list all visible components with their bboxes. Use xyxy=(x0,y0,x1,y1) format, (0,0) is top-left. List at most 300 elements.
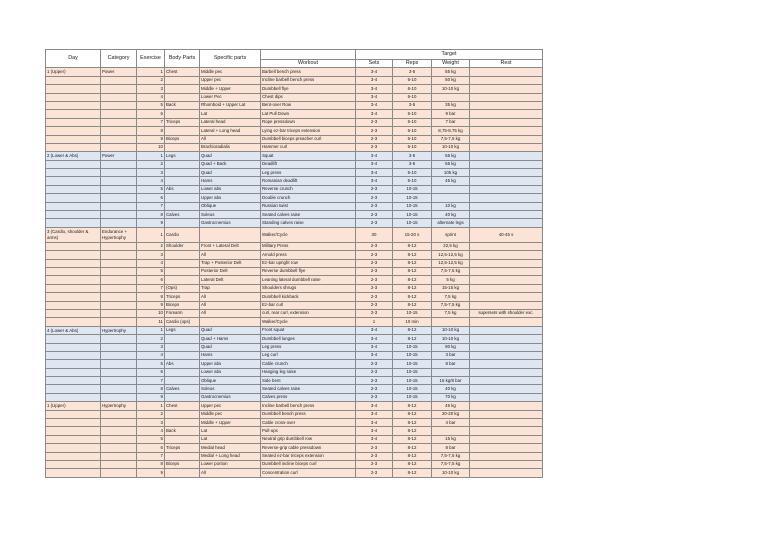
cell-specific-part[interactable]: Lat xyxy=(200,435,261,443)
cell-reps[interactable]: 8-12 xyxy=(393,444,432,452)
cell-reps[interactable]: 10-15 xyxy=(393,351,432,359)
cell-specific-part[interactable]: Quad + Hams xyxy=(200,335,261,343)
cell-category[interactable] xyxy=(101,118,137,126)
cell-weight[interactable]: 45 kg xyxy=(432,177,470,185)
cell-reps[interactable]: 3-5 xyxy=(393,160,432,168)
cell-reps[interactable]: 6-10 xyxy=(393,110,432,118)
cell-sets[interactable]: 3-4 xyxy=(356,169,393,177)
cell-reps[interactable]: 8-12 xyxy=(393,452,432,460)
cell-rest[interactable] xyxy=(470,293,543,301)
cell-weight[interactable] xyxy=(432,185,470,193)
cell-exercise[interactable]: 5 xyxy=(137,185,165,193)
cell-exercise[interactable]: 6 xyxy=(137,194,165,202)
header-sets[interactable]: Sets xyxy=(356,60,393,68)
cell-body-part[interactable]: Back xyxy=(165,101,200,109)
cell-reps[interactable]: 10-15 xyxy=(393,377,432,385)
cell-category[interactable] xyxy=(101,427,137,435)
cell-exercise[interactable]: 8 xyxy=(137,293,165,301)
cell-workout[interactable]: Dumbbell biceps preacher curl xyxy=(261,135,356,143)
cell-specific-part[interactable]: Middle + Upper xyxy=(200,85,261,93)
cell-weight[interactable] xyxy=(432,427,470,435)
cell-specific-part[interactable]: Quad xyxy=(200,343,261,351)
cell-rest[interactable] xyxy=(470,385,543,393)
cell-day[interactable]: 3 (Cardio, shoulder & arms) xyxy=(46,227,101,242)
cell-weight[interactable] xyxy=(432,194,470,202)
cell-body-part[interactable] xyxy=(165,259,200,267)
cell-sets[interactable]: 2-3 xyxy=(356,118,393,126)
cell-rest[interactable] xyxy=(470,143,543,151)
cell-weight[interactable]: 8 bar xyxy=(432,444,470,452)
header-body-parts[interactable]: Body Parts xyxy=(165,50,200,68)
cell-exercise[interactable]: 1 xyxy=(137,326,165,334)
cell-day[interactable] xyxy=(46,452,101,460)
cell-specific-part[interactable]: Soleus xyxy=(200,211,261,219)
cell-sets[interactable]: 2-3 xyxy=(356,143,393,151)
cell-specific-part[interactable]: All xyxy=(200,135,261,143)
cell-body-part[interactable] xyxy=(165,335,200,343)
cell-exercise[interactable]: 4 xyxy=(137,177,165,185)
cell-body-part[interactable] xyxy=(165,219,200,227)
cell-body-part[interactable]: Triceps xyxy=(165,293,200,301)
cell-exercise[interactable]: 1 xyxy=(137,68,165,76)
cell-day[interactable] xyxy=(46,309,101,317)
cell-reps[interactable]: 8-12 xyxy=(393,267,432,275)
cell-specific-part[interactable]: Lower portion xyxy=(200,460,261,468)
cell-reps[interactable]: 3-5 xyxy=(393,101,432,109)
cell-specific-part[interactable]: Oblique xyxy=(200,377,261,385)
cell-rest[interactable] xyxy=(470,335,543,343)
cell-weight[interactable]: 35 kg xyxy=(432,101,470,109)
cell-body-part[interactable] xyxy=(165,127,200,135)
cell-weight[interactable]: 7,5 kg xyxy=(432,309,470,317)
cell-body-part[interactable]: Biceps xyxy=(165,135,200,143)
cell-day[interactable] xyxy=(46,76,101,84)
cell-category[interactable] xyxy=(101,335,137,343)
cell-specific-part[interactable]: Lat xyxy=(200,427,261,435)
cell-rest[interactable] xyxy=(470,185,543,193)
cell-body-part[interactable] xyxy=(165,110,200,118)
cell-rest[interactable] xyxy=(470,267,543,275)
cell-exercise[interactable]: 2 xyxy=(137,335,165,343)
cell-rest[interactable] xyxy=(470,435,543,443)
cell-specific-part[interactable]: Upper abs xyxy=(200,194,261,202)
cell-weight[interactable]: 9 bar xyxy=(432,110,470,118)
cell-body-part[interactable] xyxy=(165,267,200,275)
cell-workout[interactable]: Leaning lateral dumbbell raise xyxy=(261,276,356,284)
cell-workout[interactable]: Seated ez-bar triceps extension xyxy=(261,452,356,460)
cell-category[interactable]: Hypertrophy xyxy=(101,326,137,334)
cell-weight[interactable]: 7,5-7,5 kg xyxy=(432,135,470,143)
cell-reps[interactable]: 6-10 xyxy=(393,118,432,126)
cell-exercise[interactable]: 5 xyxy=(137,360,165,368)
cell-specific-part[interactable]: Upper pec xyxy=(200,402,261,410)
cell-exercise[interactable]: 8 xyxy=(137,211,165,219)
cell-exercise[interactable]: 3 xyxy=(137,85,165,93)
cell-exercise[interactable]: 1 xyxy=(137,402,165,410)
cell-weight[interactable]: 10 kg xyxy=(432,202,470,210)
cell-body-part[interactable] xyxy=(165,351,200,359)
cell-exercise[interactable]: 7 xyxy=(137,118,165,126)
cell-exercise[interactable]: 8 xyxy=(137,385,165,393)
cell-reps[interactable]: 6-10 xyxy=(393,76,432,84)
cell-weight[interactable]: alternate legs xyxy=(432,219,470,227)
cell-sets[interactable]: 2-3 xyxy=(356,127,393,135)
cell-day[interactable] xyxy=(46,169,101,177)
header-weight[interactable]: Weight xyxy=(432,60,470,68)
cell-rest[interactable] xyxy=(470,318,543,326)
cell-body-part[interactable] xyxy=(165,377,200,385)
cell-workout[interactable]: Rope pressdown xyxy=(261,118,356,126)
cell-day[interactable] xyxy=(46,110,101,118)
cell-workout[interactable]: Chest dips xyxy=(261,93,356,101)
cell-exercise[interactable]: 9 xyxy=(137,135,165,143)
cell-sets[interactable]: 2-3 xyxy=(356,242,393,250)
cell-workout[interactable]: Hammer curl xyxy=(261,143,356,151)
cell-rest[interactable] xyxy=(470,427,543,435)
cell-workout[interactable]: Reverse crunch xyxy=(261,185,356,193)
cell-weight[interactable]: 15-15 kg xyxy=(432,284,470,292)
cell-body-part[interactable] xyxy=(165,419,200,427)
cell-body-part[interactable] xyxy=(165,202,200,210)
cell-day[interactable] xyxy=(46,469,101,477)
header-workout[interactable]: Workout xyxy=(261,60,356,68)
cell-day[interactable] xyxy=(46,219,101,227)
cell-exercise[interactable]: 5 xyxy=(137,267,165,275)
cell-body-part[interactable]: Biceps xyxy=(165,460,200,468)
cell-category[interactable] xyxy=(101,211,137,219)
cell-category[interactable] xyxy=(101,143,137,151)
cell-body-part[interactable] xyxy=(165,435,200,443)
cell-body-part[interactable]: Triceps xyxy=(165,444,200,452)
cell-workout[interactable]: Pull-ups xyxy=(261,427,356,435)
cell-body-part[interactable] xyxy=(165,194,200,202)
cell-category[interactable] xyxy=(101,267,137,275)
header-target[interactable]: Target xyxy=(356,50,543,60)
cell-weight[interactable] xyxy=(432,368,470,376)
cell-reps[interactable]: 10-15 xyxy=(393,309,432,317)
cell-sets[interactable]: 2-3 xyxy=(356,202,393,210)
cell-body-part[interactable]: Back xyxy=(165,427,200,435)
cell-workout[interactable]: Russian twist xyxy=(261,202,356,210)
cell-body-part[interactable] xyxy=(165,177,200,185)
cell-specific-part[interactable]: Quad xyxy=(200,152,261,160)
cell-workout[interactable]: Arnold press xyxy=(261,251,356,259)
cell-exercise[interactable]: 5 xyxy=(137,101,165,109)
cell-body-part[interactable]: Forearm xyxy=(165,309,200,317)
cell-exercise[interactable]: 9 xyxy=(137,469,165,477)
cell-sets[interactable]: 3-4 xyxy=(356,351,393,359)
cell-workout[interactable]: Barbell bench press xyxy=(261,68,356,76)
cell-reps[interactable]: 10-15 xyxy=(393,185,432,193)
cell-exercise[interactable]: 7 xyxy=(137,452,165,460)
cell-sets[interactable]: 3-4 xyxy=(356,427,393,435)
cell-category[interactable] xyxy=(101,410,137,418)
cell-sets[interactable]: 3-4 xyxy=(356,160,393,168)
cell-exercise[interactable]: 9 xyxy=(137,219,165,227)
cell-day[interactable] xyxy=(46,85,101,93)
cell-day[interactable] xyxy=(46,385,101,393)
cell-specific-part[interactable]: Front + Lateral Delt xyxy=(200,242,261,250)
cell-sets[interactable]: 2-3 xyxy=(356,377,393,385)
cell-reps[interactable]: 3-5 xyxy=(393,68,432,76)
cell-rest[interactable] xyxy=(470,194,543,202)
cell-rest[interactable]: 40-45 s xyxy=(470,227,543,242)
cell-workout[interactable]: Incline barbell bench press xyxy=(261,402,356,410)
cell-exercise[interactable]: 10 xyxy=(137,309,165,317)
cell-category[interactable] xyxy=(101,85,137,93)
cell-day[interactable] xyxy=(46,293,101,301)
header-blank-cell[interactable] xyxy=(261,50,356,60)
cell-specific-part[interactable]: Lower abs xyxy=(200,368,261,376)
cell-reps[interactable]: 6-10 xyxy=(393,169,432,177)
cell-day[interactable]: 2 (Lower & Abs) xyxy=(46,152,101,160)
cell-day[interactable] xyxy=(46,360,101,368)
cell-exercise[interactable]: 3 xyxy=(137,169,165,177)
cell-sets[interactable]: 2-3 xyxy=(356,135,393,143)
cell-sets[interactable]: 3-4 xyxy=(356,101,393,109)
cell-category[interactable] xyxy=(101,160,137,168)
cell-sets[interactable]: 2-3 xyxy=(356,284,393,292)
cell-workout[interactable]: Seated calves raise xyxy=(261,211,356,219)
cell-rest[interactable] xyxy=(470,377,543,385)
cell-exercise[interactable]: 4 xyxy=(137,351,165,359)
cell-workout[interactable]: Cable cross-over xyxy=(261,419,356,427)
cell-workout[interactable]: Hanging leg raise xyxy=(261,368,356,376)
cell-reps[interactable]: 8-12 xyxy=(393,469,432,477)
cell-reps[interactable]: 10-15 xyxy=(393,360,432,368)
cell-weight[interactable]: 55 kg xyxy=(432,68,470,76)
cell-weight[interactable]: 7,5-7,5 kg xyxy=(432,460,470,468)
cell-sets[interactable]: 2-3 xyxy=(356,444,393,452)
cell-reps[interactable]: 8-12 xyxy=(393,402,432,410)
cell-rest[interactable] xyxy=(470,419,543,427)
cell-weight[interactable]: sprint xyxy=(432,227,470,242)
cell-category[interactable] xyxy=(101,76,137,84)
cell-reps[interactable]: 6-10 xyxy=(393,143,432,151)
cell-body-part[interactable]: Abs xyxy=(165,360,200,368)
cell-weight[interactable] xyxy=(432,93,470,101)
cell-specific-part[interactable]: Trap + Posterior Delt xyxy=(200,259,261,267)
cell-workout[interactable]: Romanian deadlift xyxy=(261,177,356,185)
cell-sets[interactable]: 3-4 xyxy=(356,68,393,76)
cell-body-part[interactable]: Biceps xyxy=(165,301,200,309)
cell-body-part[interactable] xyxy=(165,343,200,351)
cell-category[interactable] xyxy=(101,242,137,250)
cell-reps[interactable]: 8-12 xyxy=(393,242,432,250)
cell-workout[interactable]: Bent-over Row xyxy=(261,101,356,109)
cell-sets[interactable]: 3-4 xyxy=(356,85,393,93)
cell-workout[interactable]: Lat Pull Down xyxy=(261,110,356,118)
cell-specific-part[interactable]: Upper abs xyxy=(200,360,261,368)
header-category[interactable]: Category xyxy=(101,50,137,68)
cell-exercise[interactable]: 11 xyxy=(137,318,165,326)
cell-workout[interactable]: Deadlift xyxy=(261,160,356,168)
cell-weight[interactable]: 7,5-7,5 kg xyxy=(432,267,470,275)
cell-workout[interactable]: Concentration curl xyxy=(261,469,356,477)
cell-exercise[interactable]: 8 xyxy=(137,460,165,468)
cell-rest[interactable] xyxy=(470,177,543,185)
cell-workout[interactable]: Ez-bar upright row xyxy=(261,259,356,267)
cell-day[interactable] xyxy=(46,410,101,418)
cell-specific-part[interactable]: Quad xyxy=(200,326,261,334)
cell-reps[interactable]: 8-12 xyxy=(393,410,432,418)
cell-sets[interactable]: 2-3 xyxy=(356,309,393,317)
cell-weight[interactable]: 90 kg xyxy=(432,343,470,351)
cell-rest[interactable] xyxy=(470,118,543,126)
cell-category[interactable] xyxy=(101,284,137,292)
cell-specific-part[interactable]: Trap xyxy=(200,284,261,292)
cell-day[interactable] xyxy=(46,118,101,126)
cell-day[interactable] xyxy=(46,335,101,343)
cell-reps[interactable]: 8-12 xyxy=(393,301,432,309)
cell-weight[interactable]: 4 bar xyxy=(432,419,470,427)
cell-sets[interactable]: 3-4 xyxy=(356,435,393,443)
cell-body-part[interactable]: Chest xyxy=(165,402,200,410)
header-rest[interactable]: Rest xyxy=(470,60,543,68)
cell-workout[interactable]: Ez-bar curl xyxy=(261,301,356,309)
cell-workout[interactable]: Reverse-grip cable pressdown xyxy=(261,444,356,452)
cell-rest[interactable] xyxy=(470,284,543,292)
cell-exercise[interactable]: 2 xyxy=(137,76,165,84)
cell-day[interactable] xyxy=(46,267,101,275)
cell-rest[interactable] xyxy=(470,402,543,410)
cell-day[interactable] xyxy=(46,377,101,385)
cell-sets[interactable]: 2-3 xyxy=(356,259,393,267)
cell-workout[interactable]: Cable crunch xyxy=(261,360,356,368)
cell-sets[interactable]: 3-4 xyxy=(356,326,393,334)
cell-rest[interactable] xyxy=(470,351,543,359)
cell-sets[interactable]: 2-3 xyxy=(356,194,393,202)
cell-exercise[interactable]: 4 xyxy=(137,259,165,267)
cell-weight[interactable]: 7,5 kg xyxy=(432,293,470,301)
cell-day[interactable] xyxy=(46,143,101,151)
cell-body-part[interactable] xyxy=(165,410,200,418)
cell-specific-part[interactable]: All xyxy=(200,309,261,317)
cell-day[interactable] xyxy=(46,444,101,452)
cell-workout[interactable]: Side bent xyxy=(261,377,356,385)
cell-weight[interactable]: 65 kg xyxy=(432,160,470,168)
cell-reps[interactable]: 6-10 xyxy=(393,127,432,135)
cell-exercise[interactable]: 4 xyxy=(137,93,165,101)
cell-day[interactable] xyxy=(46,177,101,185)
cell-sets[interactable]: 3-4 xyxy=(356,177,393,185)
cell-category[interactable] xyxy=(101,169,137,177)
cell-specific-part[interactable]: Lateral + Long head xyxy=(200,127,261,135)
cell-rest[interactable] xyxy=(470,368,543,376)
cell-specific-part[interactable]: Oblique xyxy=(200,202,261,210)
cell-workout[interactable]: Leg press xyxy=(261,343,356,351)
cell-body-part[interactable]: Cardio (ops) xyxy=(165,318,200,326)
cell-category[interactable] xyxy=(101,368,137,376)
cell-rest[interactable] xyxy=(470,110,543,118)
cell-specific-part[interactable]: Medial + Long head xyxy=(200,452,261,460)
cell-weight[interactable]: 7 bar xyxy=(432,118,470,126)
cell-exercise[interactable]: 9 xyxy=(137,393,165,401)
cell-workout[interactable]: Dumbbell flye xyxy=(261,85,356,93)
cell-workout[interactable]: Walker/Cycle xyxy=(261,227,356,242)
cell-weight[interactable]: 10-10 kg xyxy=(432,85,470,93)
cell-specific-part[interactable]: Middle pec xyxy=(200,410,261,418)
cell-weight[interactable]: 65 kg xyxy=(432,152,470,160)
cell-workout[interactable]: curl, rear curl, extension xyxy=(261,309,356,317)
cell-exercise[interactable]: 10 xyxy=(137,143,165,151)
cell-category[interactable] xyxy=(101,135,137,143)
cell-workout[interactable]: Front squat xyxy=(261,326,356,334)
cell-sets[interactable]: 2-3 xyxy=(356,301,393,309)
cell-sets[interactable]: 2-3 xyxy=(356,185,393,193)
cell-specific-part[interactable]: Middle pec xyxy=(200,68,261,76)
cell-category[interactable] xyxy=(101,93,137,101)
cell-weight[interactable]: 22,5 kg xyxy=(432,242,470,250)
cell-weight[interactable]: 50 kg xyxy=(432,76,470,84)
cell-body-part[interactable] xyxy=(165,76,200,84)
cell-category[interactable] xyxy=(101,435,137,443)
cell-rest[interactable] xyxy=(470,251,543,259)
cell-category[interactable] xyxy=(101,301,137,309)
cell-rest[interactable] xyxy=(470,160,543,168)
cell-category[interactable] xyxy=(101,202,137,210)
cell-specific-part[interactable]: Gastrocnemius xyxy=(200,393,261,401)
cell-body-part[interactable]: Shoulder xyxy=(165,242,200,250)
cell-reps[interactable]: 10-15 xyxy=(393,393,432,401)
cell-weight[interactable]: 10-10 kg xyxy=(432,335,470,343)
cell-category[interactable]: Power xyxy=(101,68,137,76)
cell-workout[interactable]: Standing calves raise xyxy=(261,219,356,227)
cell-day[interactable] xyxy=(46,301,101,309)
cell-weight[interactable]: 15 kg/8 bar xyxy=(432,377,470,385)
cell-body-part[interactable]: Calves xyxy=(165,385,200,393)
cell-rest[interactable] xyxy=(470,301,543,309)
cell-day[interactable] xyxy=(46,93,101,101)
cell-day[interactable] xyxy=(46,251,101,259)
cell-weight[interactable]: 70 kg xyxy=(432,393,470,401)
cell-category[interactable] xyxy=(101,194,137,202)
cell-reps[interactable]: 8-12 xyxy=(393,335,432,343)
cell-body-part[interactable]: (Ops) xyxy=(165,284,200,292)
cell-rest[interactable] xyxy=(470,393,543,401)
cell-specific-part[interactable]: Quad + Back xyxy=(200,160,261,168)
cell-category[interactable] xyxy=(101,101,137,109)
cell-body-part[interactable] xyxy=(165,93,200,101)
cell-body-part[interactable] xyxy=(165,276,200,284)
cell-workout[interactable]: Shoulders shrugs xyxy=(261,284,356,292)
cell-rest[interactable] xyxy=(470,469,543,477)
cell-sets[interactable]: 2-3 xyxy=(356,393,393,401)
cell-body-part[interactable]: Abs xyxy=(165,185,200,193)
cell-exercise[interactable]: 5 xyxy=(137,435,165,443)
cell-specific-part[interactable]: Hams xyxy=(200,351,261,359)
cell-sets[interactable]: 2-3 xyxy=(356,251,393,259)
cell-sets[interactable]: 2-3 xyxy=(356,452,393,460)
cell-specific-part[interactable]: Lat xyxy=(200,110,261,118)
cell-reps[interactable]: 10-15 xyxy=(393,211,432,219)
cell-workout[interactable]: Dumbbell lunges xyxy=(261,335,356,343)
cell-rest[interactable] xyxy=(470,259,543,267)
cell-sets[interactable]: 1 xyxy=(356,318,393,326)
cell-day[interactable] xyxy=(46,460,101,468)
cell-workout[interactable]: Walker/Cycle xyxy=(261,318,356,326)
cell-category[interactable] xyxy=(101,385,137,393)
cell-body-part[interactable]: Legs xyxy=(165,326,200,334)
cell-specific-part[interactable]: Medial head xyxy=(200,444,261,452)
cell-sets[interactable]: 3-4 xyxy=(356,343,393,351)
cell-category[interactable] xyxy=(101,219,137,227)
cell-day[interactable]: 1 (Upper) xyxy=(46,68,101,76)
cell-reps[interactable]: 8-12 xyxy=(393,251,432,259)
cell-sets[interactable]: 3-4 xyxy=(356,93,393,101)
cell-rest[interactable] xyxy=(470,127,543,135)
cell-category[interactable] xyxy=(101,177,137,185)
